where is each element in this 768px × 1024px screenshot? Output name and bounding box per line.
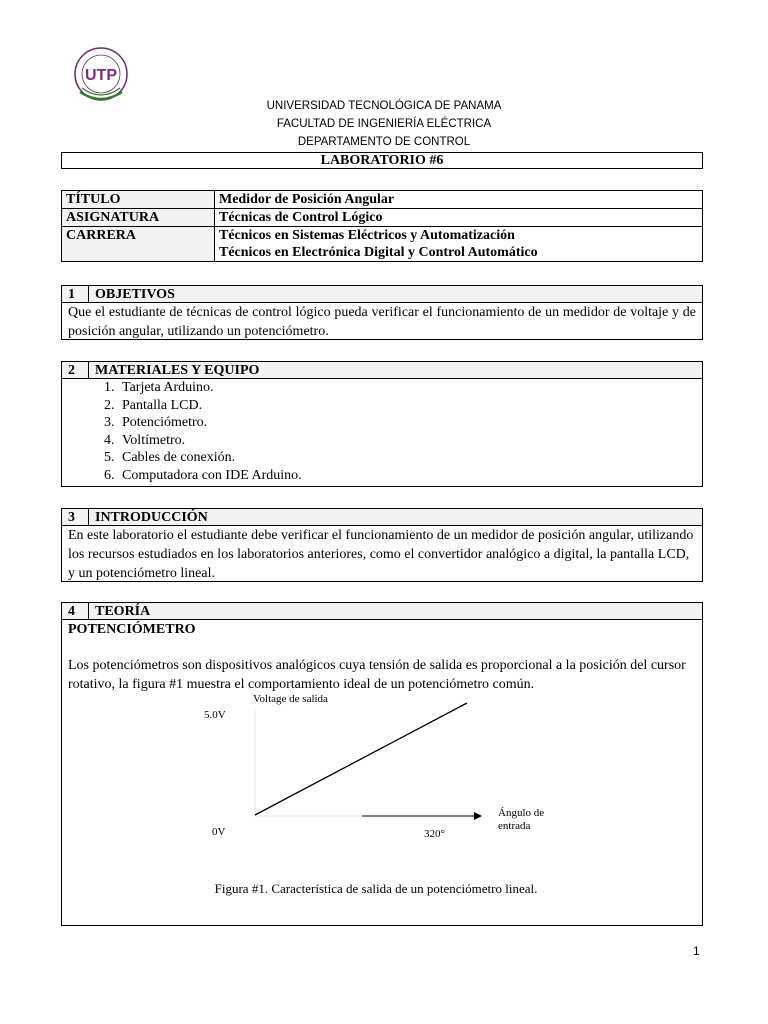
- lab-title: LABORATORIO #6: [61, 152, 703, 169]
- introduccion-text: En este laboratorio el estudiante debe verificar el funcionamiento de un medidor de posición angular, utilizando los recursos estudiados en los laboratorios anteriores, como el convertidor analógico a digital, la pantalla LCD, y un potenciómetro lineal.: [61, 526, 703, 582]
- figure-1: [68, 694, 696, 909]
- list-item: 3. Potenciómetro.: [118, 414, 696, 432]
- output-line: [255, 703, 467, 815]
- section-header: [61, 602, 703, 620]
- x-axis-label-1: Ángulo de: [498, 807, 545, 819]
- section-header: [61, 285, 703, 303]
- section-materiales: [61, 361, 703, 487]
- teoria-subtitle: POTENCIÓMETRO: [68, 622, 196, 637]
- meta-value: Técnicas de Control Lógico: [215, 209, 703, 227]
- y-max-label: 5.0V: [204, 709, 226, 721]
- section-number: 4: [62, 603, 89, 619]
- section-title: INTRODUCCIÓN: [95, 510, 208, 525]
- potentiometer-chart: [62, 694, 690, 914]
- meta-row-titulo: [62, 191, 703, 209]
- list-item: 2. Pantalla LCD.: [118, 397, 696, 415]
- y-axis-label: Voltage de salida: [253, 694, 328, 705]
- section-header: [61, 508, 703, 526]
- figure-caption: Figura #1. Característica de salida de un potenciómetro lineal.: [214, 881, 538, 896]
- section-number: 1: [62, 286, 89, 302]
- section-number: 3: [62, 509, 89, 525]
- objetivos-text: Que el estudiante de técnicas de control lógico pueda verificar el funcionamiento de un medidor de voltaje y de posición angular, utilizando un potenciómetro.: [61, 303, 703, 340]
- teoria-text: Los potenciómetros son dispositivos analógicos cuya tensión de salida es proporcional a la posición del cursor rotativo, la figura #1 muestra el comportamiento ideal de un potenciómetro común.: [68, 658, 686, 692]
- meta-key: ASIGNATURA: [62, 209, 215, 227]
- section-title: MATERIALES Y EQUIPO: [95, 363, 260, 378]
- section-header: [61, 361, 703, 379]
- carrera-line-1: Técnicos en Sistemas Eléctricos y Automatización: [219, 228, 515, 243]
- page-number: 1: [693, 944, 700, 958]
- section-title: OBJETIVOS: [95, 287, 175, 302]
- list-item: 5. Cables de conexión.: [118, 449, 696, 467]
- x-axis-label-2: entrada: [498, 820, 531, 832]
- meta-row-asignatura: [62, 209, 703, 227]
- meta-key: CARRERA: [62, 227, 215, 262]
- y-min-label: 0V: [212, 826, 226, 838]
- section-title: TEORÍA: [95, 604, 151, 619]
- faculty-name: FACULTAD DE INGENIERÍA ELÉCTRICA: [276, 118, 492, 130]
- meta-row-carrera: [62, 227, 703, 262]
- list-item: 6. Computadora con IDE Arduino.: [118, 467, 696, 485]
- section-objetivos: [61, 285, 703, 340]
- teoria-body: [61, 620, 703, 926]
- section-teoria: [61, 602, 703, 926]
- section-number: 2: [62, 362, 89, 378]
- section-introduccion: [61, 508, 703, 582]
- meta-table: [61, 190, 703, 262]
- list-item: 1. Tarjeta Arduino.: [118, 379, 696, 397]
- department-name: DEPARTAMENTO DE CONTROL: [297, 136, 471, 148]
- meta-key: TÍTULO: [62, 191, 215, 209]
- university-name: UNIVERSIDAD TECNOLÓGICA DE PANAMA: [266, 100, 502, 112]
- list-item: 4. Voltímetro.: [118, 432, 696, 450]
- materiales-body: [61, 379, 703, 487]
- x-axis-arrow-icon: [474, 812, 482, 820]
- carrera-line-2: Técnicos en Electrónica Digital y Control Automático: [219, 245, 538, 260]
- x-max-label: 320°: [424, 828, 445, 840]
- meta-value: Medidor de Posición Angular: [215, 191, 703, 209]
- svg-text:UTP: UTP: [85, 67, 117, 84]
- materiales-list: [68, 379, 696, 484]
- meta-value: [215, 227, 703, 262]
